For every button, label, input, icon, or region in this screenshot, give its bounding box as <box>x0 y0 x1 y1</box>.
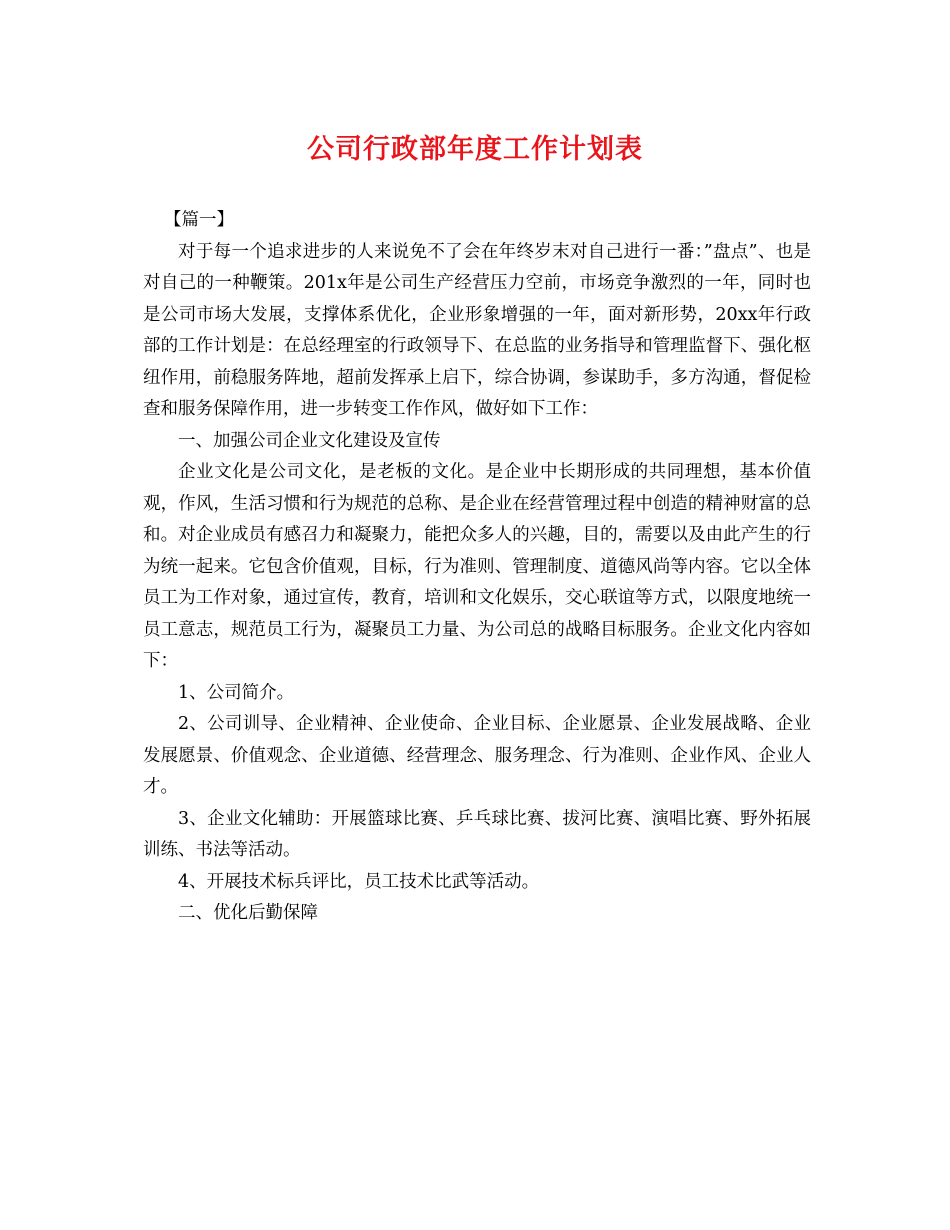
list-item-4: 4、开展技术标兵评比，员工技术比武等活动。 <box>178 871 540 892</box>
list-item-1: 1、公司简介。 <box>178 682 295 703</box>
document-body <box>143 205 811 930</box>
section-heading-logistics: 二、优化后勤保障 <box>178 903 318 923</box>
section-heading-culture: 一、加强公司企业文化建设及宣传 <box>178 430 441 451</box>
intro-paragraph: 对于每一个追求进步的人来说免不了会在年终岁末对自己进行一番：”盘点”、也是对自己的一种鞭策。201x年是公司生产经营压力空前，市场竞争激烈的一年，同时也是公司市场大发展，支撑体系优化，企业形象增强的一年，面对新形势，20xx年行政部的工作计划是：在总经理室的行政领导下、在总监的业务指导和管理监督下、强化枢纽作用，前稳服务阵地，超前发挥承上启下，综合协调，参谋助手，多方沟通，督促检查和服务保障作用，进一步转变工作作风，做好如下工作： <box>143 241 811 419</box>
list-item-2: 2、公司训导、企业精神、企业使命、企业目标、企业愿景、企业发展战略、企业发展愿景、价值观念、企业道德、经营理念、服务理念、行为准则、企业作风、企业人才。 <box>143 714 811 797</box>
document-title: 公司行政部年度工作计划表 <box>307 134 643 165</box>
culture-paragraph: 企业文化是公司文化，是老板的文化。是企业中长期形成的共同理想，基本价值观，作风，生活习惯和行为规范的总称、是企业在经营管理过程中创造的精神财富的总和。对企业成员有感召力和凝聚力，能把众多人的兴趣，目的，需要以及由此产生的行为统一起来。它包含价值观，目标，行为准则、管理制度、道德风尚等内容。它以全体员工为工作对象，通过宣传，教育，培训和文化娱乐，交心联谊等方式，以限度地统一员工意志，规范员工行为，凝聚员工力量、为公司总的战略目标服务。企业文化内容如下： <box>143 462 811 671</box>
section-tag: 【篇一】 <box>164 210 234 230</box>
list-item-3: 3、企业文化辅助：开展篮球比赛、乒乓球比赛、拔河比赛、演唱比赛、野外拓展训练、书法等活动。 <box>143 808 811 860</box>
